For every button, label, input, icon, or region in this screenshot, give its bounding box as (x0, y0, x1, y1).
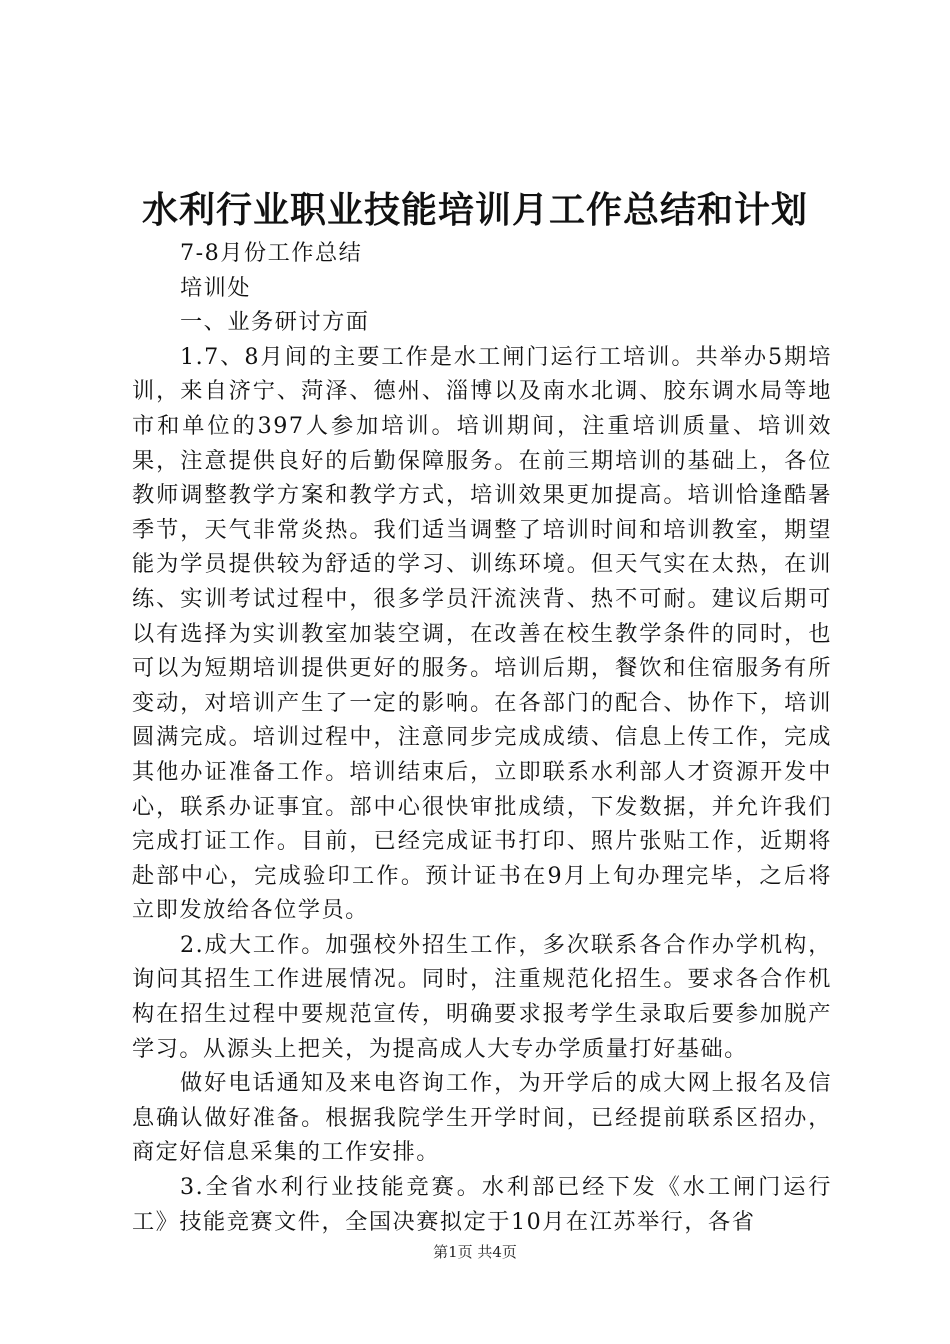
department-name: 培训处 (180, 274, 252, 301)
section-subtitle: 7-8月份工作总结 (180, 240, 363, 266)
document-body (132, 236, 832, 1239)
page-footer: 第1页 共4页 (433, 1243, 517, 1261)
paragraph: 做好电话通知及来电咨询工作，为开学后的成大网上报名及信息确认做好准备。根据我院学生开学时间，已经提前联系区招办，商定好信息采集的工作安排。 (132, 1070, 832, 1166)
paragraph: 3.全省水利行业技能竞赛。水利部已经下发《水工闸门运行工》技能竞赛文件，全国决赛拟定于10月在江苏举行，各省 (132, 1174, 832, 1235)
document-title: 水利行业职业技能培训月工作总结和计划 (141, 189, 808, 231)
paragraph: 2.成大工作。加强校外招生工作，多次联系各合作办学机构，询问其招生工作进展情况。同时，注重规范化招生。要求各合作机构在招生过程中要规范宣传，明确要求报考学生录取后要参加脱产学习。从源头上把关，为提高成人大专办学质量打好基础。 (132, 931, 832, 1062)
section-heading: 一、业务研讨方面 (180, 309, 370, 336)
paragraph: 1.7、8月间的主要工作是水工闸门运行工培训。共举办5期培训，来自济宁、菏泽、德州、淄博以及南水北调、胶东调水局等地市和单位的397人参加培训。培训期间，注重培训质量、培训效果，注意提供良好的后勤保障服务。在前三期培训的基础上，各位教师调整教学方案和教学方式，培训效果更加提高。培训恰逢酷暑季节，天气非常炎热。我们适当调整了培训时间和培训教室，期望能为学员提供较为舒适的学习、训练环境。但天气实在太热，在训练、实训考试过程中，很多学员汗流浃背、热不可耐。建议后期可以有选择为实训教室加装空调，在改善在校生教学条件的同时，也可以为短期培训提供更好的服务。培训后期，餐饮和住宿服务有所变动，对培训产生了一定的影响。在各部门的配合、协作下，培训圆满完成。培训过程中，注意同步完成成绩、信息上传工作，完成其他办证准备工作。培训结束后，立即联系水利部人才资源开发中心，联系办证事宜。部中心很快审批成绩，下发数据，并允许我们完成打证工作。目前，已经完成证书打印、照片张贴工作，近期将赴部中心，完成验印工作。预计证书在9月上旬办理完毕，之后将立即发放给各位学员。 (132, 343, 832, 924)
